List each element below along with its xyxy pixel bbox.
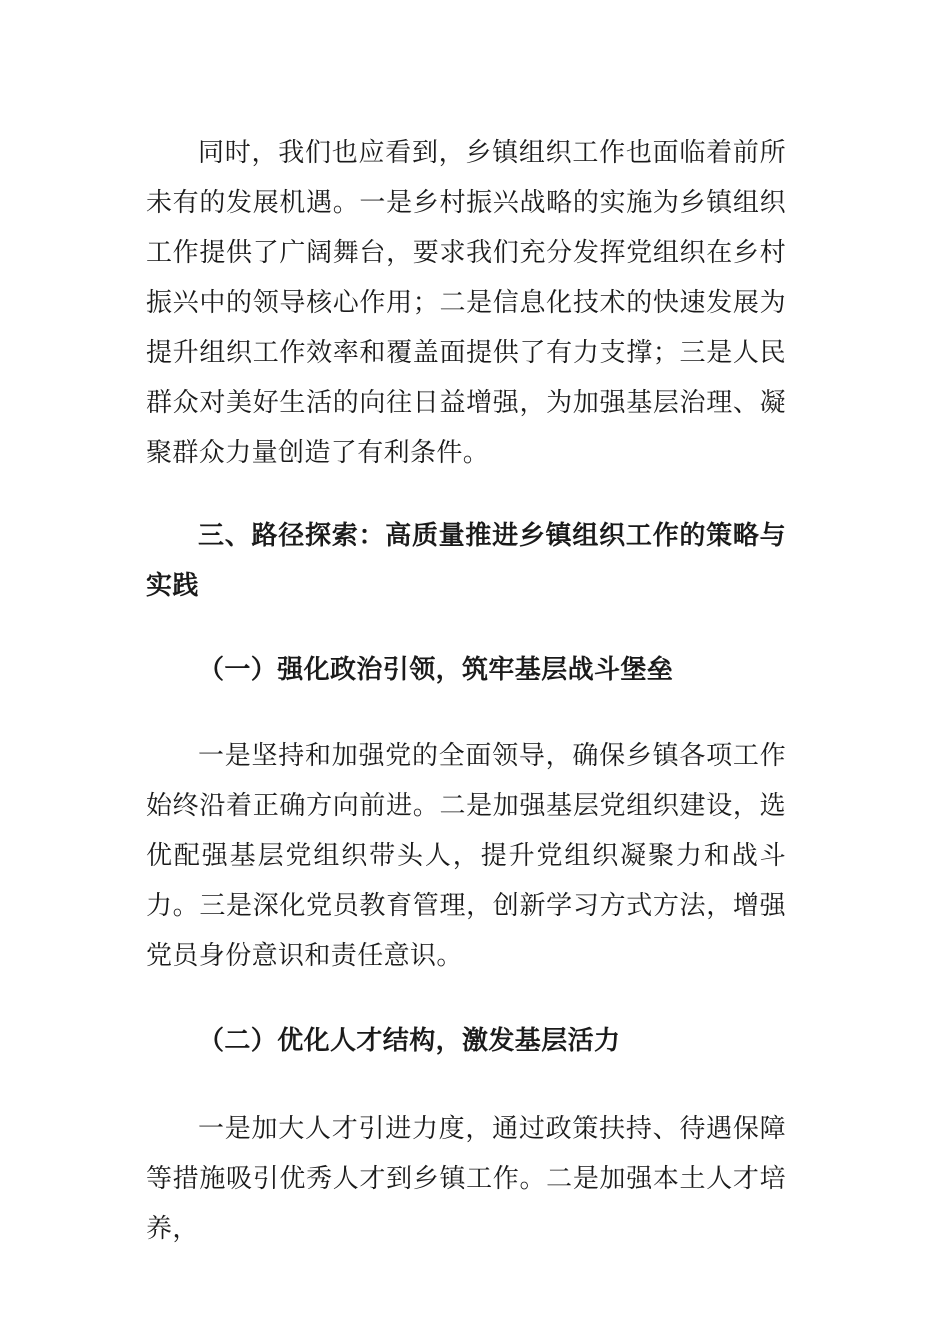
subsection-heading: （二）优化人才结构，激发基层活力: [198, 1026, 621, 1056]
body-paragraph: 一是坚持和加强党的全面领导，确保乡镇各项工作始终沿着正确方向前进。二是加强基层党组织建设，选优配强基层党组织带头人，提升党组织凝聚力和战斗力。三是深化党员教育管理，创新学习方式方法，增强党员身份意识和责任意识。: [146, 741, 786, 971]
body-paragraph: 同时，我们也应看到，乡镇组织工作也面临着前所未有的发展机遇。一是乡村振兴战略的实施为乡镇组织工作提供了广阔舞台，要求我们充分发挥党组织在乡村振兴中的领导核心作用；二是信息化技术的快速发展为提升组织工作效率和覆盖面提供了有力支撑；三是人民群众对美好生活的向往日益增强，为加强基层治理、凝聚群众力量创造了有利条件。: [146, 138, 786, 468]
body-paragraph: 一是加大人才引进力度，通过政策扶持、待遇保障等措施吸引优秀人才到乡镇工作。二是加强本土人才培养，: [146, 1114, 786, 1244]
subsection-heading: （一）强化政治引领，筑牢基层战斗堡垒: [198, 655, 674, 685]
section-heading: 三、路径探索：高质量推进乡镇组织工作的策略与实践: [146, 521, 786, 601]
